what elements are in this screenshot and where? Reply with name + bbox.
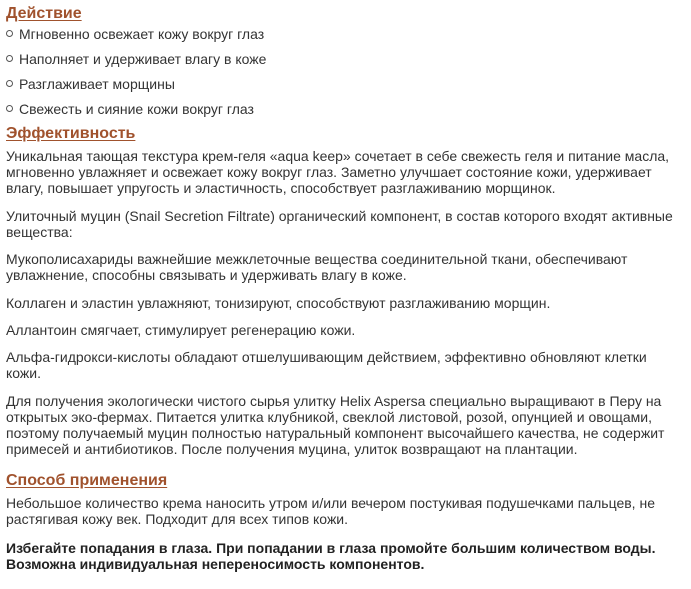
list-item: Мгновенно освежает кожу вокруг глаз: [6, 26, 685, 42]
section-usage: [6, 472, 685, 490]
section-efficiency: [6, 125, 685, 143]
circle-bullet-icon: [6, 30, 13, 37]
paragraph: Для получения экологически чистого сырья улитку Helix Aspersa специально выращивают в Перу на открытых эко-фермах. Питается улитка клубникой, свеклой листовой, розой, опунцией и овощами, поэтому получаемый муцин полностью натуральный компонент высочайшего качества, не содержит примесей и антибиотиков. После получения муцина, улиток возвращают на плантации.: [6, 393, 665, 457]
section-title-efficiency: Эффективность: [6, 125, 136, 142]
section-action: [6, 5, 685, 23]
paragraph: Альфа-гидрокси-кислоты обладают отшелушивающим действием, эффективно обновляют клетки кожи.: [6, 349, 647, 381]
paragraph: Мукополисахариды важнейшие межклеточные вещества соединительной ткани, обеспечивают увлажнение, способны связывать и удерживать влагу в коже.: [6, 251, 628, 283]
circle-bullet-icon: [6, 105, 13, 112]
circle-bullet-icon: [6, 55, 13, 62]
action-list: [6, 26, 685, 117]
list-item: Наполняет и удерживает влагу в коже: [6, 51, 685, 67]
paragraph: Коллаген и эластин увлажняют, тонизируют, способствуют разглаживанию морщин.: [6, 295, 551, 311]
list-item: Свежесть и сияние кожи вокруг глаз: [6, 101, 685, 117]
paragraph: Улиточный муцин (Snail Secretion Filtrate) органический компонент, в состав которого входят активные вещества:: [6, 208, 673, 240]
section-title-action: Действие: [6, 5, 82, 22]
warning-text: Избегайте попадания в глаза. При попадании в глаза промойте большим количеством воды. Возможна индивидуальная непереносимость компонентов.: [6, 540, 656, 572]
section-title-usage: Способ применения: [6, 472, 168, 489]
paragraph: Аллантоин смягчает, стимулирует регенерацию кожи.: [6, 322, 356, 338]
list-item: Разглаживает морщины: [6, 76, 685, 92]
paragraph: Уникальная тающая текстура крем-геля «aqua keep» сочетает в себе свежесть геля и питание масла, мгновенно увлажняет и освежает кожу вокруг глаз. Заметно улучшает состояние кожи, удерживает влагу, повышает упругость и эластичность, способствует разглаживанию морщинок.: [6, 148, 670, 196]
circle-bullet-icon: [6, 80, 13, 87]
usage-text: Небольшое количество крема наносить утром и/или вечером постукивая подушечками пальцев, не растягивая кожу век. Подходит для всех типов кожи.: [6, 495, 655, 527]
